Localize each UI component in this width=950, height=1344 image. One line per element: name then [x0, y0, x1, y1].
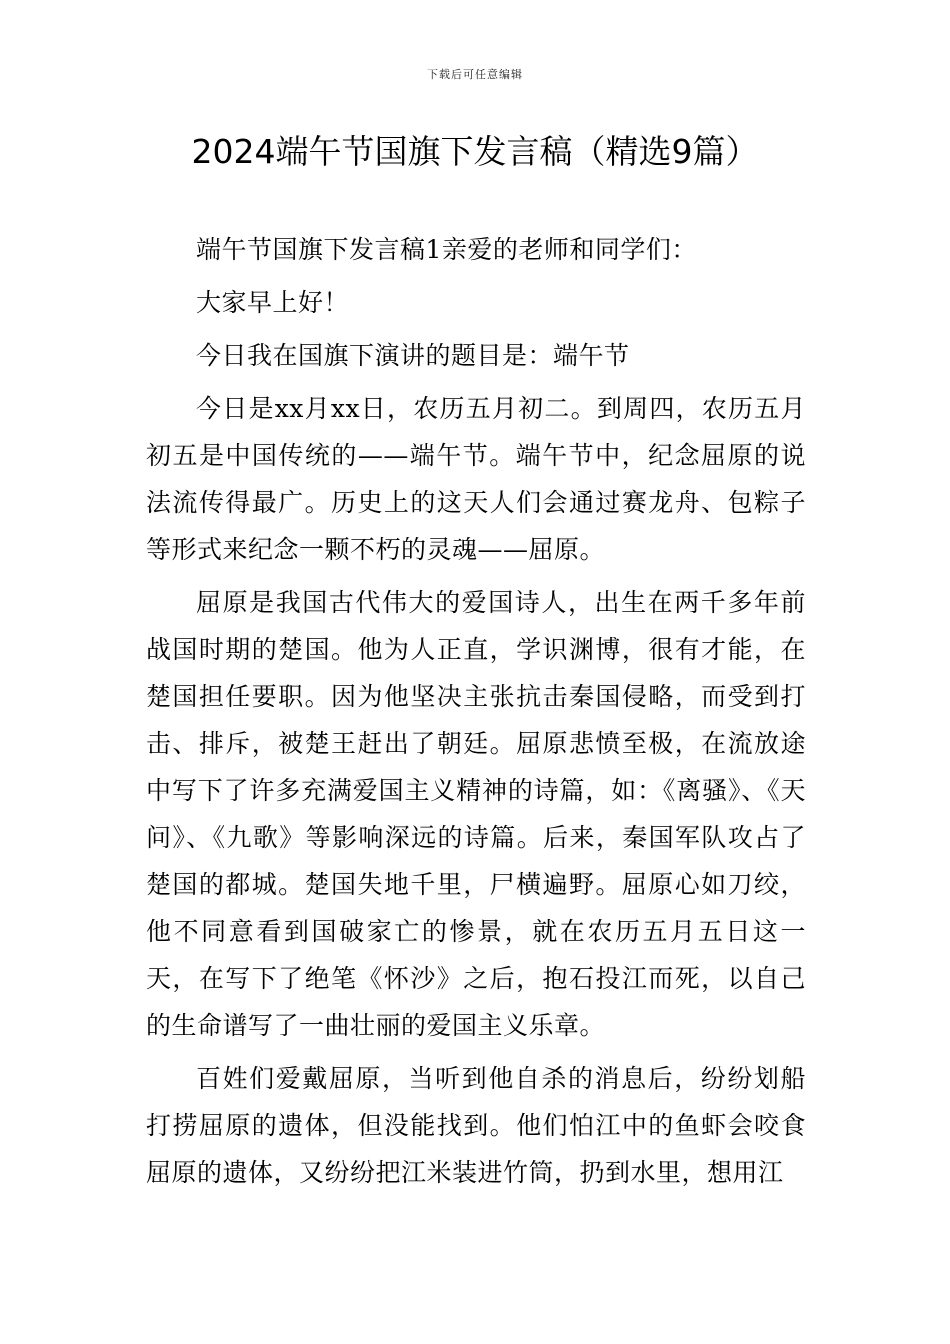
- paragraph-people-mourn: 百姓们爱戴屈原，当听到他自杀的消息后，纷纷划船打捞屈原的遗体，但没能找到。他们怕江中的鱼虾会咬食屈原的遗体，又纷纷把江米装进竹筒，扔到水里，想用江: [146, 1064, 806, 1187]
- document-title: 2024端午节国旗下发言稿（精选9篇）: [191, 132, 759, 171]
- header-note: 下载后可任意编辑: [427, 68, 523, 81]
- paragraph-qu-yuan-story: 屈原是我国古代伟大的爱国诗人，出生在两千多年前战国时期的楚国。他为人正直，学识渊博，很有才能，在楚国担任要职。因为他坚决主张抗击秦国侵略，而受到打击、排斥，被楚王赶出了朝廷。屈原悲愤至极，在流放途中写下了许多充满爱国主义精神的诗篇，如：《离骚》、《天问》、《九歌》等影响深远的诗篇。后来，秦国军队攻占了楚国的都城。楚国失地千里，尸横遍野。屈原心如刀绞，他不同意看到国破家亡的惨景，就在农历五月五日这一天，在写下了绝笔《怀沙》之后，抱石投江而死，以自己的生命谱写了一曲壮丽的爱国主义乐章。: [146, 588, 806, 1040]
- paragraph-good-morning: 大家早上好！: [196, 288, 350, 317]
- paragraph-speech-topic: 今日我在国旗下演讲的题目是：端午节: [196, 341, 630, 370]
- paragraph-greeting-line: 端午节国旗下发言稿1亲爱的老师和同学们：: [196, 235, 697, 264]
- document-body: [146, 226, 806, 1202]
- paragraph-dragon-boat-intro: 今日是xx月xx日，农历五月初二。到周四，农历五月初五是中国传统的——端午节。端午节中，纪念屈原的说法流传得最广。历史上的这天人们会通过赛龙舟、包粽子等形式来纪念一颗不朽的灵魂——屈原。: [146, 394, 806, 564]
